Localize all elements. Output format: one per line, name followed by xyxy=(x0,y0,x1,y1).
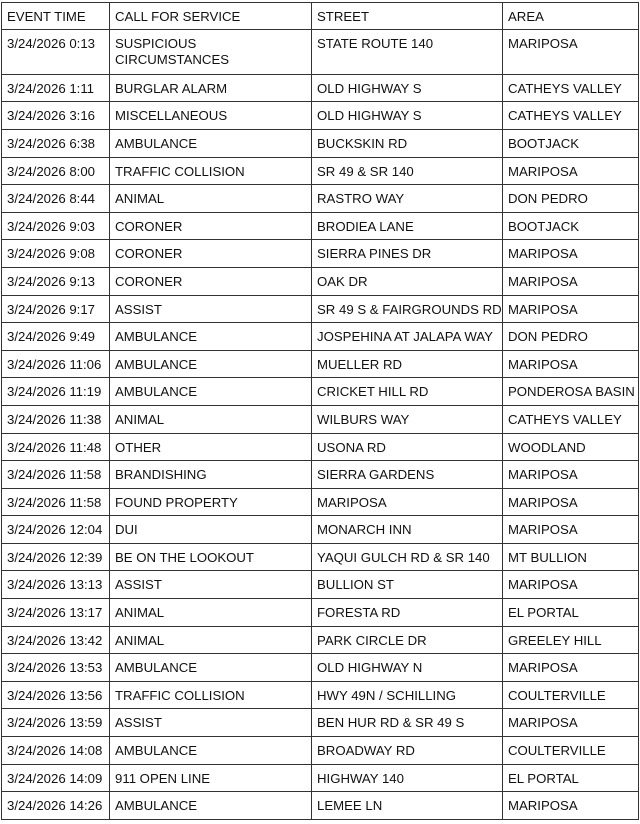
event-time-cell: 3/24/2026 3:16 xyxy=(2,102,110,130)
call-type-cell: DUI xyxy=(110,516,312,544)
event-time-cell: 3/24/2026 11:19 xyxy=(2,378,110,406)
table-row xyxy=(2,571,639,599)
event-time-cell: 3/24/2026 9:49 xyxy=(2,323,110,351)
table-row xyxy=(2,488,639,516)
call-type-cell: MISCELLANEOUS xyxy=(110,102,312,130)
call-type-cell: CORONER xyxy=(110,267,312,295)
street-cell: CRICKET HILL RD xyxy=(312,378,503,406)
header-call-for-service: CALL FOR SERVICE xyxy=(110,3,312,30)
street-cell: HWY 49N / SCHILLING xyxy=(312,681,503,709)
header-area: AREA xyxy=(503,3,639,30)
street-cell: RASTRO WAY xyxy=(312,185,503,213)
event-time-cell: 3/24/2026 0:13 xyxy=(2,30,110,75)
call-type-cell: FOUND PROPERTY xyxy=(110,488,312,516)
header-row xyxy=(2,3,639,30)
table-row xyxy=(2,737,639,765)
event-time-cell: 3/24/2026 14:09 xyxy=(2,764,110,792)
street-cell: MARIPOSA xyxy=(312,488,503,516)
area-cell: MARIPOSA xyxy=(503,792,639,820)
call-type-cell: AMBULANCE xyxy=(110,350,312,378)
street-cell: MONARCH INN xyxy=(312,516,503,544)
table-row xyxy=(2,30,639,75)
street-cell: SR 49 & SR 140 xyxy=(312,157,503,185)
table-row xyxy=(2,433,639,461)
event-time-cell: 3/24/2026 13:42 xyxy=(2,626,110,654)
area-cell: MARIPOSA xyxy=(503,461,639,489)
street-cell: JOSPEHINA AT JALAPA WAY xyxy=(312,323,503,351)
area-cell: GREELEY HILL xyxy=(503,626,639,654)
call-type-cell: BRANDISHING xyxy=(110,461,312,489)
area-cell: MARIPOSA xyxy=(503,488,639,516)
area-cell: MARIPOSA xyxy=(503,571,639,599)
header-event-time: EVENT TIME xyxy=(2,3,110,30)
call-type-cell: ASSIST xyxy=(110,571,312,599)
call-type-cell: ANIMAL xyxy=(110,599,312,627)
table-row xyxy=(2,626,639,654)
call-type-cell: TRAFFIC COLLISION xyxy=(110,681,312,709)
event-time-cell: 3/24/2026 14:08 xyxy=(2,737,110,765)
street-cell: HIGHWAY 140 xyxy=(312,764,503,792)
call-type-cell: 911 OPEN LINE xyxy=(110,764,312,792)
area-cell: MARIPOSA xyxy=(503,295,639,323)
event-time-cell: 3/24/2026 11:48 xyxy=(2,433,110,461)
street-cell: BULLION ST xyxy=(312,571,503,599)
event-time-cell: 3/24/2026 1:11 xyxy=(2,74,110,102)
event-time-cell: 3/24/2026 8:00 xyxy=(2,157,110,185)
area-cell: MARIPOSA xyxy=(503,516,639,544)
table-row xyxy=(2,792,639,820)
street-cell: OLD HIGHWAY S xyxy=(312,102,503,130)
area-cell: WOODLAND xyxy=(503,433,639,461)
call-type-cell: AMBULANCE xyxy=(110,792,312,820)
event-time-cell: 3/24/2026 13:13 xyxy=(2,571,110,599)
event-time-cell: 3/24/2026 11:38 xyxy=(2,405,110,433)
table-row xyxy=(2,185,639,213)
street-cell: STATE ROUTE 140 xyxy=(312,30,503,75)
area-cell: BOOTJACK xyxy=(503,129,639,157)
street-cell: FORESTA RD xyxy=(312,599,503,627)
table-row xyxy=(2,405,639,433)
table-row xyxy=(2,681,639,709)
call-type-cell: AMBULANCE xyxy=(110,737,312,765)
street-cell: SIERRA GARDENS xyxy=(312,461,503,489)
street-cell: BROADWAY RD xyxy=(312,737,503,765)
street-cell: OLD HIGHWAY N xyxy=(312,654,503,682)
table-row xyxy=(2,599,639,627)
street-cell: BUCKSKIN RD xyxy=(312,129,503,157)
table-row xyxy=(2,516,639,544)
event-time-cell: 3/24/2026 14:26 xyxy=(2,792,110,820)
call-type-cell: AMBULANCE xyxy=(110,378,312,406)
street-cell: WILBURS WAY xyxy=(312,405,503,433)
event-time-cell: 3/24/2026 13:59 xyxy=(2,709,110,737)
event-time-cell: 3/24/2026 13:56 xyxy=(2,681,110,709)
table-row xyxy=(2,267,639,295)
call-type-cell: CORONER xyxy=(110,212,312,240)
event-time-cell: 3/24/2026 12:39 xyxy=(2,543,110,571)
call-type-cell: ANIMAL xyxy=(110,405,312,433)
street-cell: MUELLER RD xyxy=(312,350,503,378)
street-cell: YAQUI GULCH RD & SR 140 xyxy=(312,543,503,571)
area-cell: MARIPOSA xyxy=(503,654,639,682)
table-row xyxy=(2,212,639,240)
event-time-cell: 3/24/2026 13:17 xyxy=(2,599,110,627)
event-time-cell: 3/24/2026 9:08 xyxy=(2,240,110,268)
call-type-cell: AMBULANCE xyxy=(110,654,312,682)
call-type-cell: BURGLAR ALARM xyxy=(110,74,312,102)
table-row xyxy=(2,654,639,682)
call-type-cell: ASSIST xyxy=(110,709,312,737)
event-time-cell: 3/24/2026 13:53 xyxy=(2,654,110,682)
area-cell: COULTERVILLE xyxy=(503,737,639,765)
area-cell: BOOTJACK xyxy=(503,212,639,240)
event-time-cell: 3/24/2026 11:58 xyxy=(2,461,110,489)
event-time-cell: 3/24/2026 9:13 xyxy=(2,267,110,295)
table-row xyxy=(2,378,639,406)
street-cell: SIERRA PINES DR xyxy=(312,240,503,268)
table-row xyxy=(2,129,639,157)
event-time-cell: 3/24/2026 12:04 xyxy=(2,516,110,544)
area-cell: MARIPOSA xyxy=(503,240,639,268)
area-cell: DON PEDRO xyxy=(503,185,639,213)
area-cell: CATHEYS VALLEY xyxy=(503,74,639,102)
event-time-cell: 3/24/2026 9:03 xyxy=(2,212,110,240)
area-cell: MARIPOSA xyxy=(503,709,639,737)
event-time-cell: 3/24/2026 11:06 xyxy=(2,350,110,378)
street-cell: SR 49 S & FAIRGROUNDS RD xyxy=(312,295,503,323)
table-row xyxy=(2,543,639,571)
call-type-cell: ASSIST xyxy=(110,295,312,323)
area-cell: MARIPOSA xyxy=(503,157,639,185)
table-row xyxy=(2,74,639,102)
street-cell: USONA RD xyxy=(312,433,503,461)
area-cell: MT BULLION xyxy=(503,543,639,571)
call-type-cell: AMBULANCE xyxy=(110,129,312,157)
table-row xyxy=(2,295,639,323)
area-cell: COULTERVILLE xyxy=(503,681,639,709)
area-cell: PONDEROSA BASIN xyxy=(503,378,639,406)
area-cell: CATHEYS VALLEY xyxy=(503,102,639,130)
table-row xyxy=(2,323,639,351)
call-type-cell: TRAFFIC COLLISION xyxy=(110,157,312,185)
area-cell: EL PORTAL xyxy=(503,764,639,792)
table-row xyxy=(2,102,639,130)
table-row xyxy=(2,240,639,268)
call-type-cell: SUSPICIOUS CIRCUMSTANCES xyxy=(110,30,312,75)
call-type-cell: BE ON THE LOOKOUT xyxy=(110,543,312,571)
street-cell: PARK CIRCLE DR xyxy=(312,626,503,654)
table-row xyxy=(2,350,639,378)
street-cell: BRODIEA LANE xyxy=(312,212,503,240)
header-street: STREET xyxy=(312,3,503,30)
area-cell: MARIPOSA xyxy=(503,350,639,378)
table-body xyxy=(2,30,639,820)
street-cell: OAK DR xyxy=(312,267,503,295)
table-row xyxy=(2,461,639,489)
event-time-cell: 3/24/2026 11:58 xyxy=(2,488,110,516)
table-row xyxy=(2,157,639,185)
area-cell: MARIPOSA xyxy=(503,30,639,75)
event-time-cell: 3/24/2026 8:44 xyxy=(2,185,110,213)
call-log-table xyxy=(1,2,639,820)
call-type-cell: AMBULANCE xyxy=(110,323,312,351)
call-type-cell: ANIMAL xyxy=(110,626,312,654)
area-cell: CATHEYS VALLEY xyxy=(503,405,639,433)
table-row xyxy=(2,709,639,737)
street-cell: BEN HUR RD & SR 49 S xyxy=(312,709,503,737)
event-time-cell: 3/24/2026 9:17 xyxy=(2,295,110,323)
area-cell: EL PORTAL xyxy=(503,599,639,627)
street-cell: LEMEE LN xyxy=(312,792,503,820)
call-type-cell: CORONER xyxy=(110,240,312,268)
table-row xyxy=(2,764,639,792)
call-type-cell: ANIMAL xyxy=(110,185,312,213)
call-type-cell: OTHER xyxy=(110,433,312,461)
event-time-cell: 3/24/2026 6:38 xyxy=(2,129,110,157)
area-cell: DON PEDRO xyxy=(503,323,639,351)
area-cell: MARIPOSA xyxy=(503,267,639,295)
street-cell: OLD HIGHWAY S xyxy=(312,74,503,102)
